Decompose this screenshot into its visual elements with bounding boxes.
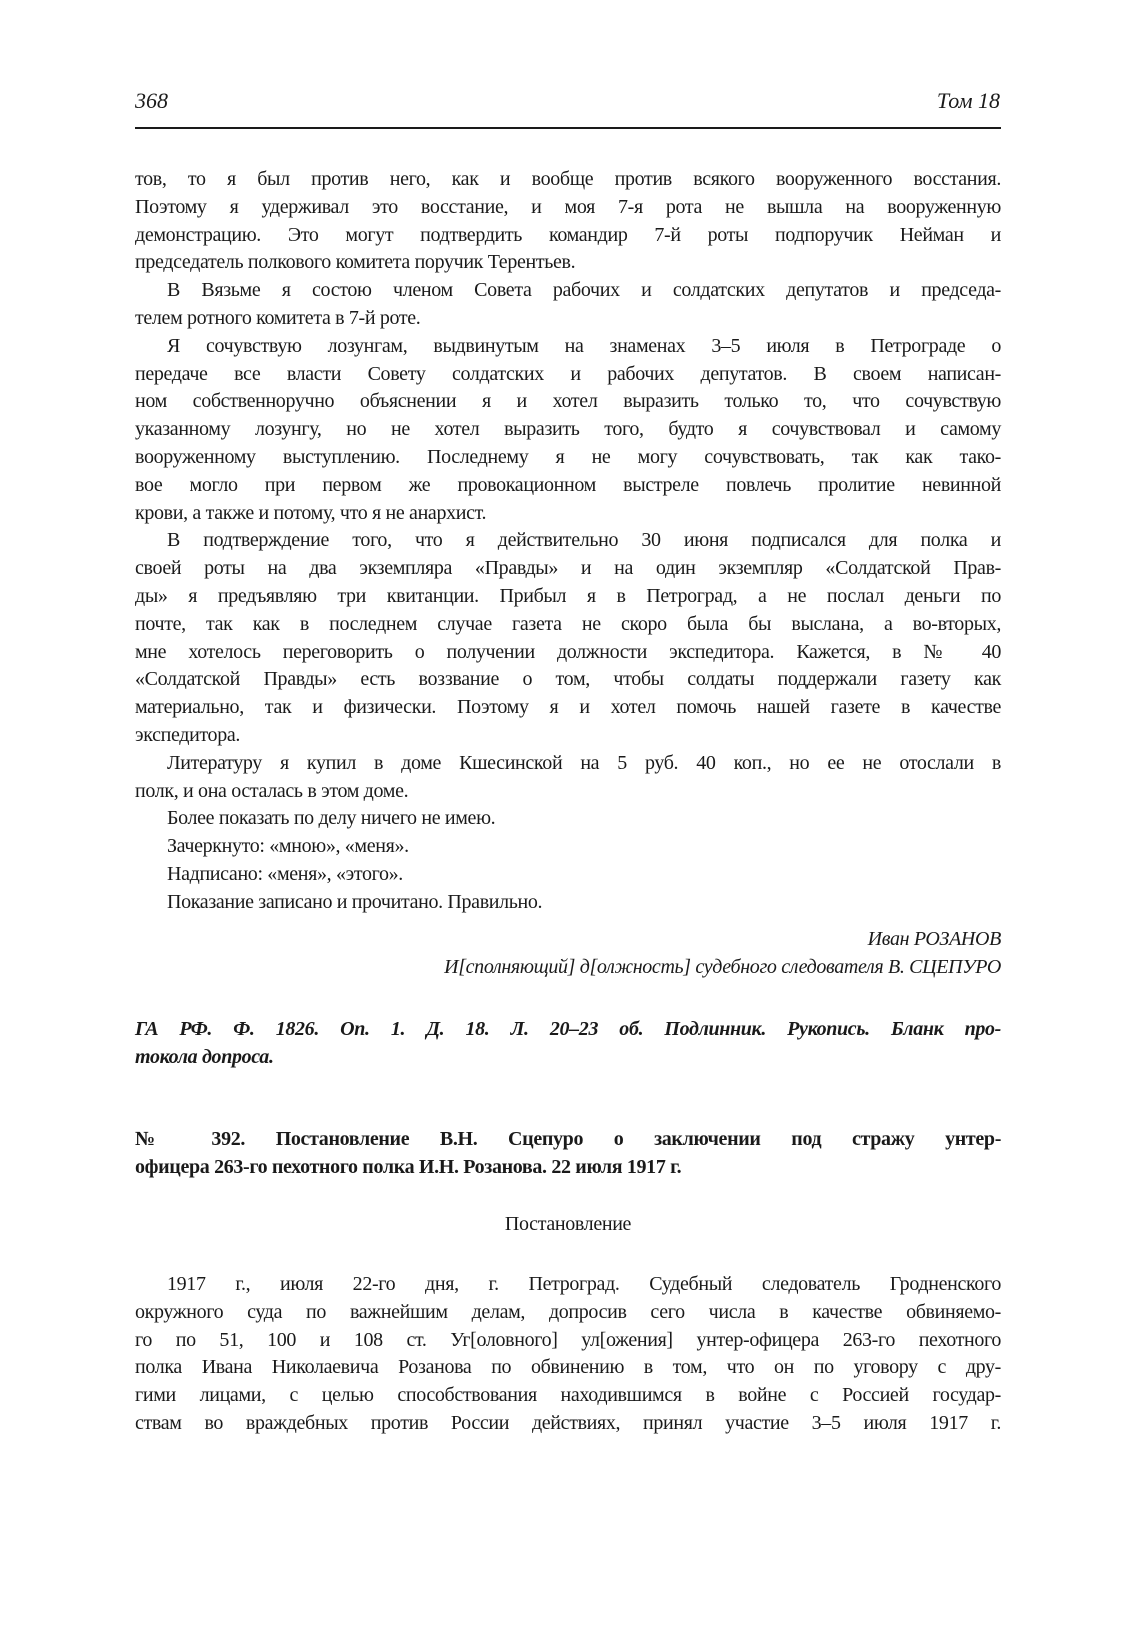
text-line: Я сочувствую лозунгам, выдвинутым на знаменах 3–5 июля в Петрограде о bbox=[167, 334, 1001, 357]
text-line: го по 51, 100 и 108 ст. Уг[оловного] ул[ожения] унтер-офицера 263-го пехотного bbox=[135, 1328, 1001, 1351]
text-line: гими лицами, с целью способствования находившимся в войне с Россией государ- bbox=[135, 1384, 1001, 1407]
title-line: № 392. Постановление В.Н. Сцепуро о заключении под стражу унтер- bbox=[135, 1128, 1001, 1150]
resolution-text bbox=[135, 1271, 1001, 1438]
text-line: 1917 г., июля 22-го дня, г. Петроград. Судебный следователь Гродненского bbox=[167, 1273, 1001, 1295]
text-line: вооруженному выступлению. Последнему я не могу сочувствовать, так как тако- bbox=[135, 445, 1001, 468]
document-heading bbox=[135, 1211, 1001, 1239]
paragraph bbox=[135, 861, 1001, 889]
text-line: указанному лозунгу, но не хотел выразить того, будто я сочувствовал и самому bbox=[135, 418, 1001, 441]
paragraph bbox=[135, 166, 1001, 277]
paragraph bbox=[135, 750, 1001, 806]
archive-source bbox=[135, 1016, 1001, 1072]
text-line: ном собственноручно объяснении я и хотел выразить только то, что сочувствую bbox=[135, 390, 1001, 413]
paragraph bbox=[135, 805, 1001, 833]
document-title bbox=[135, 1126, 1001, 1182]
signatures bbox=[135, 926, 1001, 982]
text-line: ствам во враждебных против России действиях, принял участие 3–5 июля 1917 г. bbox=[135, 1411, 1001, 1434]
testimony-text bbox=[135, 166, 1001, 917]
text-line: окружного суда по важнейшим делам, допросив сего числа в качестве обвиняемо- bbox=[135, 1300, 1001, 1323]
source-line: ГА РФ. Ф. 1826. Оп. 1. Д. 18. Л. 20–23 об. Подлинник. Рукопись. Бланк про- bbox=[135, 1018, 1001, 1040]
text-line: экспедитора. bbox=[135, 723, 241, 746]
paragraph bbox=[135, 333, 1001, 528]
text-line: телем ротного комитета в 7-й роте. bbox=[135, 306, 421, 329]
page-number: 368 bbox=[135, 88, 168, 113]
title-line: офицера 263-го пехотного полка И.Н. Розанова. 22 июля 1917 г. bbox=[135, 1155, 682, 1178]
text-line: почте, так как в последнем случае газета не скоро была бы выслана, а во-вторых, bbox=[135, 612, 1001, 635]
text-line: мне хотелось переговорить о получении должности экспедитора. Кажется, в № 40 bbox=[135, 640, 1001, 663]
paragraph bbox=[135, 889, 1001, 917]
text-line: Литературу я купил в доме Кшесинской на 5 руб. 40 коп., но ее не отослали в bbox=[167, 751, 1001, 774]
text-line: «Солдатской Правды» есть воззвание о том, чтобы солдаты поддержали газету как bbox=[135, 668, 1001, 691]
paragraph bbox=[135, 277, 1001, 333]
text-line: В Вязьме я состою членом Совета рабочих и солдатских депутатов и председа- bbox=[167, 279, 1001, 302]
text-line: своей роты на два экземпляра «Правды» и на один экземпляр «Солдатской Прав- bbox=[135, 557, 1001, 580]
text-line: тов, то я был против него, как и вообще против всякого вооруженного восстания. bbox=[135, 168, 1001, 190]
text-line: Поэтому я удерживал это восстание, и моя 7-я рота не вышла на вооруженную bbox=[135, 195, 1001, 218]
paragraph bbox=[135, 833, 1001, 861]
paragraph bbox=[135, 527, 1001, 749]
signature-rozanov: Иван РОЗАНОВ bbox=[867, 928, 1001, 950]
text-line: В подтверждение того, что я действительно 30 июня подписался для полка и bbox=[167, 529, 1001, 552]
text-line: Показание записано и прочитано. Правильно. bbox=[167, 890, 543, 913]
text-line: передаче все власти Совету солдатских и рабочих депутатов. В своем написан- bbox=[135, 362, 1001, 385]
text-line: Более показать по делу ничего не имею. bbox=[167, 807, 496, 830]
text-line: полка Ивана Николаевича Розанова по обвинению в том, что он по уговору с дру- bbox=[135, 1356, 1001, 1379]
text-line: крови, а также и потому, что я не анархист. bbox=[135, 501, 487, 524]
signature-investigator: И[сполняющий] д[олжность] судебного следователя В. СЦЕПУРО bbox=[444, 955, 1001, 978]
text-line: Надписано: «меня», «этого». bbox=[167, 862, 403, 885]
text-line: демонстрацию. Это могут подтвердить командир 7-й роты подпоручик Нейман и bbox=[135, 223, 1001, 246]
source-line: токола допроса. bbox=[135, 1045, 274, 1068]
text-line: вое могло при первом же провокационном выстреле повлечь пролитие невинной bbox=[135, 473, 1001, 496]
text-line: председатель полкового комитета поручик Терентьев. bbox=[135, 251, 576, 274]
text-line: материально, так и физически. Поэтому я и хотел помочь нашей газете в качестве bbox=[135, 696, 1001, 719]
text-line: полк, и она осталась в этом доме. bbox=[135, 779, 409, 802]
text-line: ды» я предъявляю три квитанции. Прибыл я в Петроград, а не послал деньги по bbox=[135, 584, 1001, 607]
volume-label: Том 18 bbox=[936, 88, 1000, 113]
header-rule bbox=[135, 127, 1001, 129]
heading-text: Постановление bbox=[504, 1213, 632, 1235]
text-line: Зачеркнуто: «мною», «меня». bbox=[167, 835, 409, 858]
